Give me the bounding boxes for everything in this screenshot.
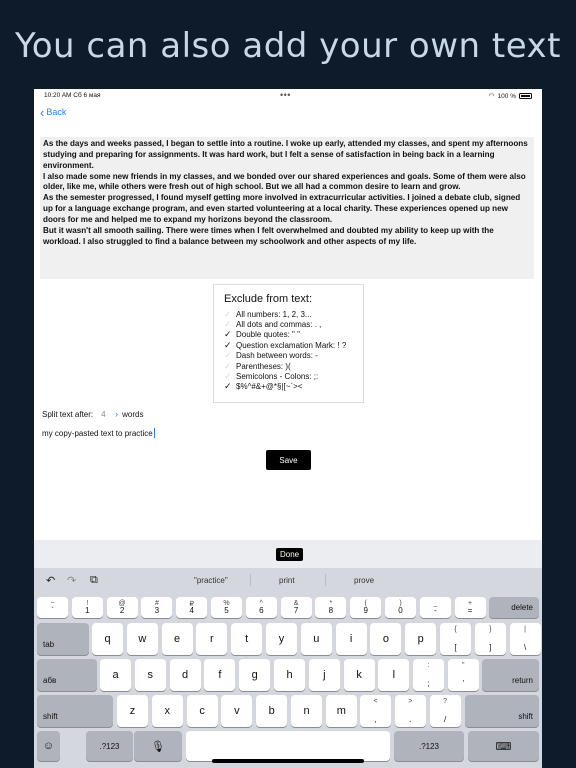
exclude-option-label: All dots and commas: . ,	[236, 320, 322, 330]
key-letter[interactable]	[196, 623, 227, 655]
key-letter[interactable]	[309, 659, 340, 691]
key-label: delete	[511, 603, 533, 612]
undefined[interactable]	[37, 731, 60, 761]
back-label: Back	[46, 107, 67, 117]
key-shift-char: <	[373, 698, 378, 705]
key-letter[interactable]	[344, 659, 375, 691]
practice-input-value: my copy-pasted text to practice	[42, 429, 153, 438]
key-char: -	[433, 606, 437, 615]
key-char: /	[443, 715, 447, 724]
key-symbol[interactable]	[395, 695, 426, 727]
key-label: g	[251, 669, 258, 681]
key-char: 0	[398, 606, 403, 615]
exclude-option-label: Double quotes: " "	[236, 330, 300, 340]
battery-icon	[519, 93, 532, 99]
home-indicator	[212, 759, 364, 763]
key-number[interactable]	[37, 597, 68, 618]
key-letter[interactable]	[405, 623, 436, 655]
undefined[interactable]	[468, 731, 539, 761]
key-label: y	[278, 633, 285, 645]
key-label: p	[417, 633, 424, 645]
key-label: h	[286, 669, 293, 681]
numbers-key-left[interactable]	[86, 731, 133, 761]
key-label: z	[129, 705, 136, 717]
exclude-option-label: All numbers: 1, 2, 3...	[236, 309, 312, 319]
key-letter[interactable]	[256, 695, 287, 727]
key-symbol[interactable]	[510, 623, 541, 655]
chevron-right-icon[interactable]: ›	[115, 409, 119, 419]
source-text-area[interactable]: As the days and weeks passed, I began to settle into a routine. I woke up early, attended my classes, and spent my afternoons studying and preparing for assignments. It was hard work, but I felt a sense of satisfaction in being back in a learning environment. I also made some new friends in my classes, and we bonded over our shared experiences and goals. Some of them were also older, like me, while others were fresh out of high school. But we all had a common desire to learn and grow. As the semester progressed, I found myself getting more involved in extracurricular activities. I joined a debate club, signed up for a language exchange program, and even started volunteering at a local charity. These experiences opened up new doors for me and helped me to expand my horizons beyond the classroom. But it wasn't all smooth sailing. There were times when I felt overwhelmed and doubted my ability to keep up with the workload. I also struggled to find a balance between my schoolwork and other aspects of my life.	[40, 137, 534, 279]
key-char: 1	[85, 606, 90, 615]
key-shift-char: @	[118, 600, 126, 607]
key-char: 9	[363, 606, 368, 615]
key-number[interactable]	[72, 597, 103, 618]
key-label: shift	[518, 712, 533, 721]
exclude-option-label: Parentheses: )(	[236, 361, 291, 371]
key-shift-char: %	[223, 600, 230, 607]
key-number[interactable]	[420, 597, 451, 618]
status-time-date: 10:20 AM Сб 6 мая	[44, 92, 101, 99]
key-symbol[interactable]	[448, 659, 479, 691]
delete-key[interactable]	[489, 597, 539, 618]
microphone-icon: 🎙	[151, 740, 165, 753]
key-label: shift	[43, 712, 58, 721]
key-shift-char: >	[408, 698, 413, 705]
key-char: ]	[489, 643, 492, 652]
undo-icon[interactable]: ↶	[46, 575, 56, 587]
key-char: ,	[374, 715, 377, 724]
back-button[interactable]	[40, 104, 67, 120]
key-number[interactable]	[107, 597, 138, 618]
key-shift-char: {	[454, 626, 457, 633]
key-letter[interactable]	[187, 695, 218, 727]
key-char: 5	[224, 606, 229, 615]
key-label: a	[112, 669, 119, 681]
key-letter[interactable]	[378, 659, 409, 691]
key-shift-char: &	[293, 600, 299, 607]
key-letter[interactable]	[301, 623, 332, 655]
key-char: 2	[119, 606, 125, 615]
checkmark-icon: ✓	[224, 329, 232, 340]
key-letter[interactable]	[291, 695, 322, 727]
key-label: c	[199, 705, 205, 717]
key-label: j	[323, 669, 326, 681]
key-letter[interactable]	[117, 695, 148, 727]
key-label: s	[147, 669, 154, 681]
key-number[interactable]	[246, 597, 277, 618]
key-letter[interactable]	[135, 659, 166, 691]
key-char: .	[409, 715, 412, 724]
checkmark-icon: ✓	[224, 319, 232, 330]
exclude-option[interactable]	[224, 319, 353, 329]
key-letter[interactable]	[231, 623, 262, 655]
key-char: 7	[293, 606, 299, 615]
key-letter[interactable]	[336, 623, 367, 655]
shift-key-right[interactable]	[465, 695, 539, 727]
key-char: 4	[189, 606, 194, 615]
key-shift-char: (	[364, 600, 367, 607]
key-label: e	[174, 633, 181, 645]
key-label: n	[303, 705, 310, 717]
checkmark-icon: ✓	[224, 339, 232, 350]
key-label: o	[382, 633, 389, 645]
key-label: i	[349, 633, 353, 645]
key-shift-char: "	[462, 662, 465, 669]
undefined[interactable]	[134, 731, 182, 761]
key-letter[interactable]	[152, 695, 183, 727]
exclude-title: Exclude from text:	[224, 293, 313, 305]
key-shift-char: ^	[259, 600, 263, 607]
key-char: =	[467, 606, 473, 615]
exclude-option[interactable]	[224, 309, 353, 319]
key-symbol[interactable]	[475, 623, 506, 655]
status-bar	[34, 89, 542, 103]
emoji-icon: ☺	[42, 740, 55, 752]
key-shift-char: !	[86, 600, 89, 607]
key-letter[interactable]	[266, 623, 297, 655]
key-label: x	[164, 705, 171, 717]
key-label: r	[210, 633, 214, 645]
key-char: ;	[427, 679, 430, 688]
key-label: tab	[43, 640, 55, 649]
exclude-option-label: Dash between words: -	[236, 351, 318, 361]
key-number[interactable]	[176, 597, 207, 618]
key-label: f	[218, 669, 222, 681]
redo-icon[interactable]: ↷	[67, 575, 77, 587]
exclude-option[interactable]	[224, 340, 353, 350]
key-letter[interactable]	[92, 623, 123, 655]
key-shift-char: +	[468, 600, 473, 607]
exclude-option-label: $%^#&+@*§|[~`><	[236, 382, 303, 392]
key-number[interactable]	[385, 597, 416, 618]
suggestion-2[interactable]: print	[279, 576, 295, 585]
key-shift-char: #	[154, 600, 159, 607]
keyboard-accessory-bar	[34, 540, 542, 568]
exclude-option[interactable]	[224, 361, 353, 371]
key-label: return	[512, 676, 533, 685]
keyboard-dismiss-icon: ⌨	[495, 740, 512, 753]
exclude-option[interactable]	[224, 371, 353, 381]
numbers-key-right[interactable]	[394, 731, 464, 761]
exclude-option[interactable]	[224, 351, 353, 361]
ipad-screen	[34, 89, 542, 768]
key-letter[interactable]	[100, 659, 131, 691]
tab-key[interactable]	[37, 623, 89, 655]
key-label: b	[268, 705, 275, 717]
key-label: абв	[43, 676, 57, 685]
key-shift-char: )	[399, 600, 402, 607]
key-symbol[interactable]	[430, 695, 461, 727]
key-number[interactable]	[141, 597, 172, 618]
split-value[interactable]: 4	[101, 409, 106, 419]
split-label: Split text after:	[42, 409, 94, 419]
key-char: [	[454, 643, 457, 652]
suggestion-bar	[34, 568, 542, 594]
key-letter[interactable]	[162, 623, 193, 655]
key-char: `	[51, 606, 54, 615]
key-label: l	[392, 669, 396, 681]
key-shift-char: ₽	[189, 601, 194, 608]
status-right	[488, 92, 532, 100]
multitasking-dots[interactable]: •••	[280, 90, 291, 100]
key-char: 8	[328, 606, 334, 615]
key-symbol[interactable]	[413, 659, 444, 691]
checkmark-icon: ✓	[224, 308, 232, 319]
shift-key-left[interactable]	[37, 695, 113, 727]
key-shift-char: |	[524, 626, 526, 633]
suggestion-1[interactable]: "practice"	[194, 576, 228, 585]
split-unit: words	[122, 409, 144, 419]
key-label: u	[313, 633, 320, 645]
key-label: .?123	[418, 741, 440, 751]
key-shift-char: ?	[443, 698, 448, 705]
key-label: q	[104, 633, 111, 645]
key-number[interactable]	[315, 597, 346, 618]
key-shift-char: *	[329, 600, 333, 607]
checkmark-icon: ✓	[224, 350, 232, 361]
key-label: t	[245, 633, 249, 645]
exclude-option[interactable]	[224, 382, 353, 392]
exclude-option-label: Semicolons - Colons: ;:	[236, 372, 319, 382]
space-key[interactable]	[186, 731, 390, 761]
language-key[interactable]	[37, 659, 97, 691]
key-char: 3	[154, 606, 160, 615]
key-number[interactable]	[455, 597, 486, 618]
text-caret	[154, 428, 155, 438]
exclude-option-label: Question exclamation Mark: ! ?	[236, 340, 347, 350]
exclude-option[interactable]	[224, 330, 353, 340]
key-shift-char: ~	[50, 600, 55, 607]
key-letter[interactable]	[221, 695, 252, 727]
key-letter[interactable]	[274, 659, 305, 691]
key-letter[interactable]	[326, 695, 357, 727]
key-letter[interactable]	[370, 623, 401, 655]
key-shift-char: :	[427, 662, 430, 669]
checkmark-icon: ✓	[224, 360, 232, 371]
chevron-left-icon: ‹	[40, 104, 45, 120]
exclude-panel	[213, 284, 364, 403]
key-number[interactable]	[211, 597, 242, 618]
checkmark-icon: ✓	[224, 381, 232, 392]
promo-title: You can also add your own text	[14, 26, 562, 66]
suggestion-divider	[250, 574, 251, 586]
key-label: w	[138, 633, 147, 645]
key-shift-char: _	[433, 600, 438, 607]
paste-icon[interactable]: ⧉	[90, 574, 98, 586]
suggestion-3[interactable]: prove	[354, 576, 375, 585]
key-letter[interactable]	[204, 659, 235, 691]
key-label: d	[182, 669, 189, 681]
save-button[interactable]: Save	[266, 450, 311, 470]
key-char: \	[523, 643, 527, 652]
done-button[interactable]: Done	[276, 548, 303, 561]
key-number[interactable]	[281, 597, 312, 618]
key-symbol[interactable]	[360, 695, 391, 727]
key-letter[interactable]	[127, 623, 158, 655]
key-char: 6	[259, 606, 264, 615]
checkmark-icon: ✓	[224, 371, 232, 382]
key-symbol[interactable]	[440, 623, 471, 655]
key-label: m	[336, 705, 346, 717]
practice-title-input[interactable]	[42, 428, 155, 438]
key-label: k	[356, 669, 362, 681]
key-char: '	[462, 679, 465, 688]
key-letter[interactable]	[170, 659, 201, 691]
split-setting	[42, 409, 143, 419]
key-label: .?123	[99, 741, 120, 751]
suggestion-divider	[325, 574, 326, 586]
key-number[interactable]	[350, 597, 381, 618]
wifi-icon: ◠	[488, 93, 495, 100]
key-letter[interactable]	[239, 659, 270, 691]
battery-percent: 100 %	[497, 92, 516, 100]
return-key[interactable]	[482, 659, 539, 691]
key-label: v	[234, 705, 240, 717]
key-shift-char: }	[489, 626, 492, 633]
